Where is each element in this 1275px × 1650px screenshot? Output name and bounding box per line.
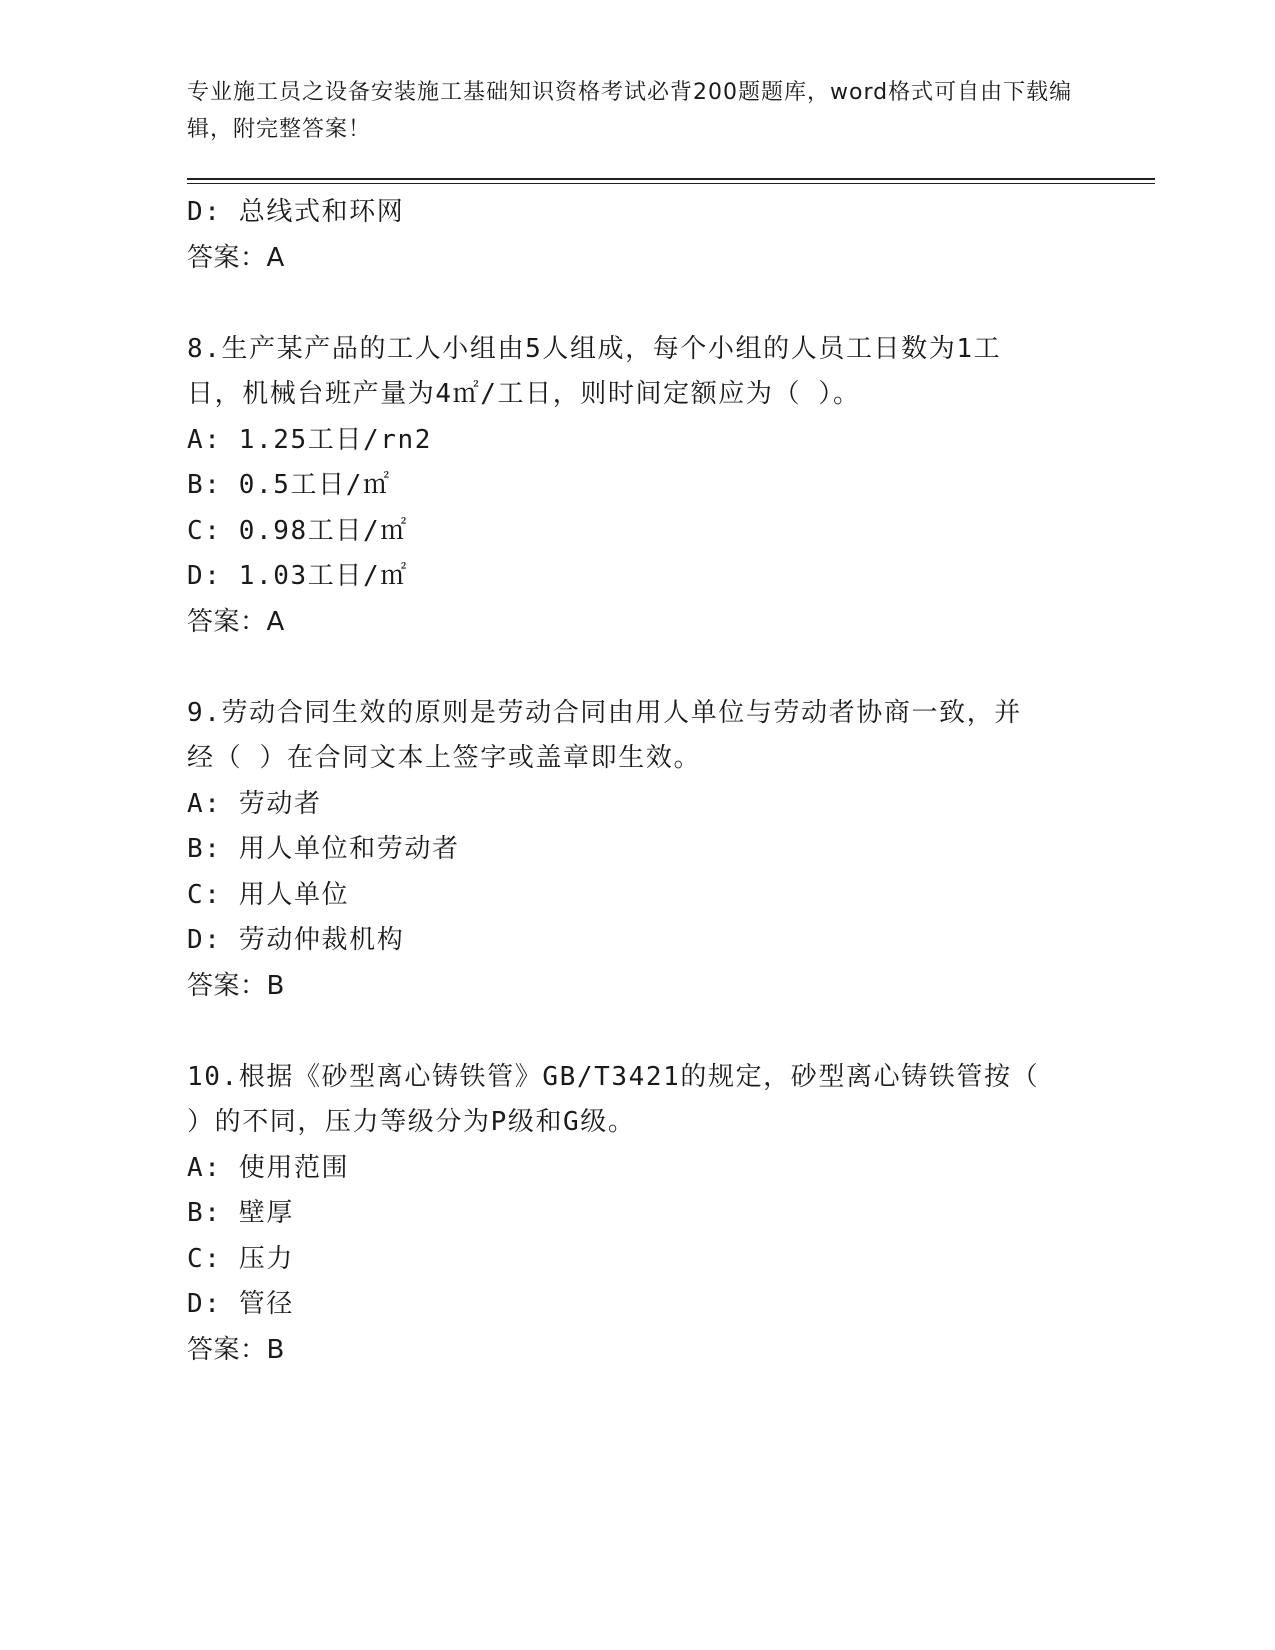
question-10-option-b: B: 壁厚 bbox=[187, 1198, 294, 1228]
question-10-option-c: C: 压力 bbox=[187, 1243, 294, 1274]
question-8-option-d: D: 1.03工日/㎡ bbox=[187, 561, 408, 591]
prev-question-option-d: D: 总线式和环网 bbox=[187, 197, 405, 227]
question-10-option-d: D: 管径 bbox=[187, 1289, 294, 1319]
question-8-stem-line-1: 8.生产某产品的工人小组由5人组成，每个小组的人员工日数为1工 bbox=[187, 333, 1002, 364]
question-9-option-d: D: 劳动仲裁机构 bbox=[187, 925, 405, 955]
question-9-stem-line-1: 9.劳动合同生效的原则是劳动合同由用人单位与劳动者协商一致，并 bbox=[187, 697, 1022, 728]
prev-question-answer: 答案：A bbox=[187, 242, 285, 273]
header-rule-thick bbox=[187, 178, 1155, 180]
spacer bbox=[187, 645, 1087, 691]
question-8-option-c: C: 0.98工日/㎡ bbox=[187, 515, 408, 546]
question-8-option-a: A: 1.25工日/rn2 bbox=[187, 424, 432, 455]
question-10-answer: 答案：B bbox=[187, 1334, 285, 1365]
question-9-option-c: C: 用人单位 bbox=[187, 879, 350, 910]
document-header: 专业施工员之设备安装施工基础知识资格考试必背200题题库，word格式可自由下载编辑，附完整答案！ bbox=[187, 80, 1073, 142]
question-10-stem-line-1: 10.根据《砂型离心铸铁管》GB/T3421的规定，砂型离心铸铁管按（ bbox=[187, 1061, 1040, 1092]
question-9-option-a: A: 劳动者 bbox=[187, 788, 322, 819]
header-rule-thin bbox=[187, 183, 1155, 184]
question-9-option-b: B: 用人单位和劳动者 bbox=[187, 834, 460, 864]
question-8-answer: 答案：A bbox=[187, 606, 285, 637]
question-10-stem-line-2: ）的不同，压力等级分为P级和G级。 bbox=[187, 1107, 636, 1137]
question-list bbox=[187, 190, 1087, 1373]
question-10-option-a: A: 使用范围 bbox=[187, 1152, 350, 1183]
question-8-stem-line-2: 日，机械台班产量为4㎡/工日，则时间定额应为（ ）。 bbox=[187, 379, 861, 409]
question-9-stem-line-2: 经（ ）在合同文本上签字或盖章即生效。 bbox=[187, 743, 702, 773]
question-8-option-b: B: 0.5工日/㎡ bbox=[187, 470, 391, 500]
spacer bbox=[187, 281, 1087, 327]
spacer bbox=[187, 1009, 1087, 1055]
question-9-answer: 答案：B bbox=[187, 970, 285, 1001]
